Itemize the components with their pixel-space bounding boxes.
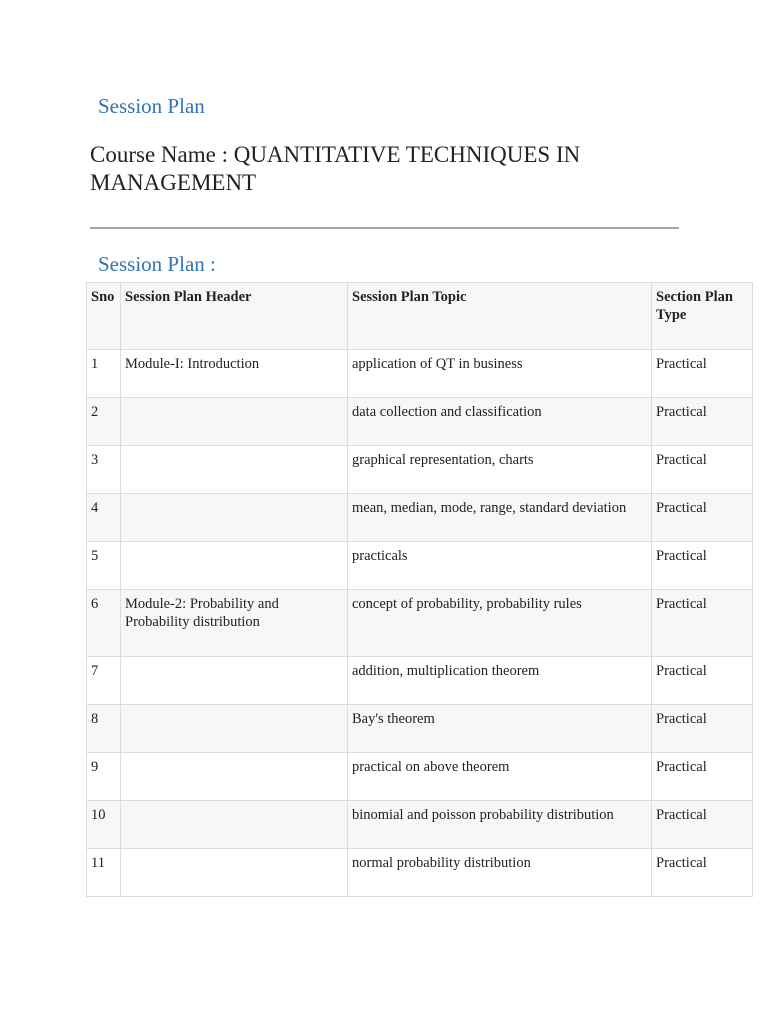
course-name: Course Name : QUANTITATIVE TECHNIQUES IN MANAGEMENT [90, 142, 581, 195]
table-row [87, 446, 753, 494]
cell-header: Module-2: Probability and Probability distribution [121, 590, 348, 657]
cell-type: Practical [652, 398, 753, 446]
cell-topic: normal probability distribution [348, 849, 652, 897]
table-row [87, 705, 753, 753]
table-row [87, 849, 753, 897]
column-header-session-plan-header: Session Plan Header [121, 283, 348, 350]
cell-sno: 10 [87, 801, 121, 849]
column-header-session-plan-topic: Session Plan Topic [348, 283, 652, 350]
cell-topic: concept of probability, probability rules [348, 590, 652, 657]
cell-type: Practical [652, 705, 753, 753]
table-row [87, 753, 753, 801]
cell-sno: 8 [87, 705, 121, 753]
cell-header [121, 753, 348, 801]
section-heading: Session Plan : [98, 252, 216, 276]
page-title: Session Plan [98, 94, 205, 118]
table-row [87, 590, 753, 657]
cell-type: Practical [652, 801, 753, 849]
table-row [87, 350, 753, 398]
table-row [87, 542, 753, 590]
cell-sno: 11 [87, 849, 121, 897]
cell-sno: 6 [87, 590, 121, 657]
table-row [87, 398, 753, 446]
cell-type: Practical [652, 753, 753, 801]
cell-topic: Bay's theorem [348, 705, 652, 753]
cell-sno: 9 [87, 753, 121, 801]
cell-header [121, 705, 348, 753]
cell-type: Practical [652, 542, 753, 590]
cell-header [121, 542, 348, 590]
column-header-section-plan-type: Section Plan Type [652, 283, 753, 350]
cell-sno: 2 [87, 398, 121, 446]
cell-sno: 1 [87, 350, 121, 398]
cell-type: Practical [652, 350, 753, 398]
cell-sno: 5 [87, 542, 121, 590]
cell-topic: data collection and classification [348, 398, 652, 446]
cell-type: Practical [652, 657, 753, 705]
cell-header [121, 849, 348, 897]
cell-header [121, 494, 348, 542]
cell-header [121, 446, 348, 494]
cell-topic: graphical representation, charts [348, 446, 652, 494]
cell-header [121, 801, 348, 849]
cell-topic: addition, multiplication theorem [348, 657, 652, 705]
cell-topic: binomial and poisson probability distribution [348, 801, 652, 849]
table-row [87, 657, 753, 705]
divider [90, 227, 679, 229]
column-header-sno: Sno [87, 283, 121, 350]
session-plan-table [86, 282, 753, 897]
table-row [87, 801, 753, 849]
cell-type: Practical [652, 849, 753, 897]
cell-header: Module-I: Introduction [121, 350, 348, 398]
table-header-row [87, 283, 753, 350]
cell-topic: practicals [348, 542, 652, 590]
cell-header [121, 657, 348, 705]
cell-sno: 7 [87, 657, 121, 705]
cell-type: Practical [652, 494, 753, 542]
table-row [87, 494, 753, 542]
cell-sno: 3 [87, 446, 121, 494]
cell-type: Practical [652, 590, 753, 657]
cell-header [121, 398, 348, 446]
cell-topic: mean, median, mode, range, standard deviation [348, 494, 652, 542]
cell-topic: application of QT in business [348, 350, 652, 398]
cell-sno: 4 [87, 494, 121, 542]
cell-type: Practical [652, 446, 753, 494]
cell-topic: practical on above theorem [348, 753, 652, 801]
